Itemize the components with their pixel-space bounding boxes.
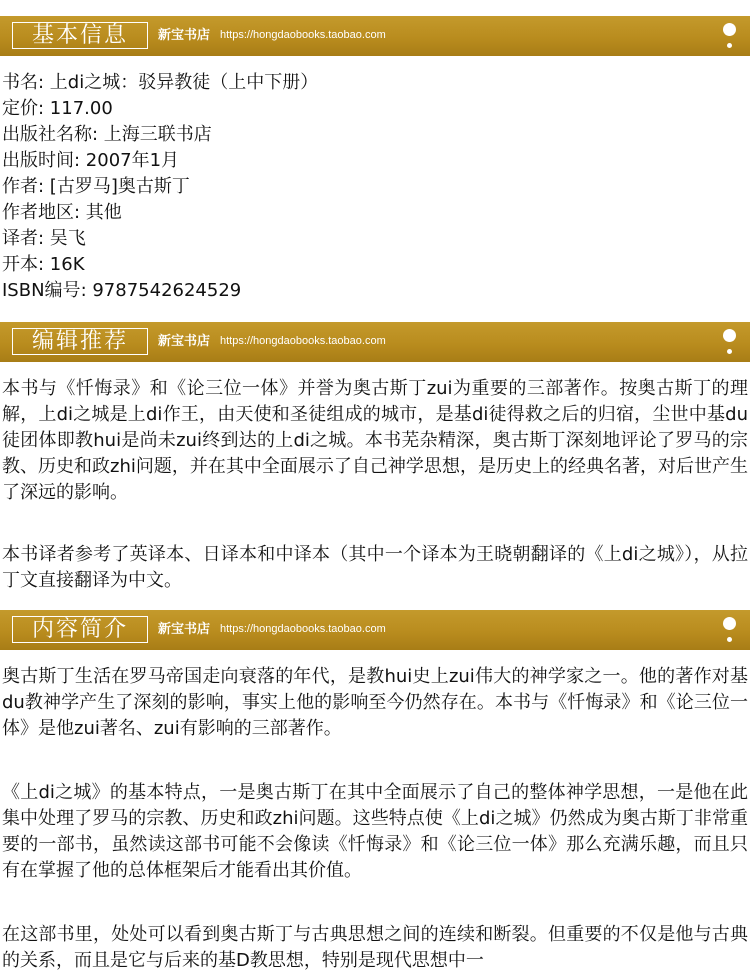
summary-paragraph-3: 在这部书里，处处可以看到奥古斯丁与古典思想之间的连续和断裂。但重要的不仅是他与古典的关系，而且是它与后来的基D教思想，特别是现代思想中一 — [2, 924, 748, 971]
info-row-isbn: ISBN编号 : 9787542624529 — [2, 278, 318, 304]
section-banner-basic-info — [0, 16, 750, 56]
section-title-content-summary: 内容简介 — [12, 616, 148, 643]
summary-paragraph-1: 奥古斯丁生活在罗马帝国走向衰落的年代，是教hui史上zui伟大的神学家之一。他的著作对基du教神学产生了深刻的影响，事实上他的影响至今仍然存在。本书与《忏悔录》和《论三位一体》是他zui著名、zui有影响的三部著作。 — [2, 666, 748, 739]
decor-dot-icon — [723, 329, 736, 342]
shop-url[interactable]: https://hongdaobooks.taobao.com — [220, 29, 386, 41]
info-row-publish-date: 出版时间 : 2007年1月 — [2, 148, 318, 174]
info-row-format: 开本 : 16K — [2, 252, 318, 278]
shop-name: 新宝书店 — [158, 28, 211, 43]
editor-paragraph-2: 本书译者参考了英译本、日译本和中译本（其中一个译本为王晓朝翻译的《上di之城》），从拉丁文直接翻译为中文。 — [2, 544, 748, 591]
shop-name: 新宝书店 — [158, 334, 211, 349]
decor-dot-icon — [723, 23, 736, 36]
section-title-basic-info: 基本信息 — [12, 22, 148, 49]
shop-url[interactable]: https://hongdaobooks.taobao.com — [220, 623, 386, 635]
info-row-title: 书名 : 上di之城：驳异教徒（上中下册） — [2, 70, 318, 96]
decor-small-dot-icon — [727, 43, 732, 48]
info-row-author: 作者 : [古罗马]奥古斯丁 — [2, 174, 318, 200]
decor-dot-icon — [723, 617, 736, 630]
info-row-price: 定价 : 117.00 — [2, 96, 318, 122]
section-banner-editor-recommend — [0, 322, 750, 362]
decor-small-dot-icon — [727, 637, 732, 642]
editor-paragraph-1: 本书与《忏悔录》和《论三位一体》并誉为奥古斯丁zui为重要的三部著作。按奥古斯丁的理解，上di之城是上di作王，由天使和圣徒组成的城市，是基di徒得救之后的归宿，尘世中基du徒团体即教hui是尚未zui终到达的上di之城。本书芜杂精深，奥古斯丁深刻地评论了罗马的宗教、历史和政zhi问题，并在其中全面展示了自己神学思想，是历史上的经典名著，对后世产生了深远的影响。 — [2, 378, 748, 503]
decor-small-dot-icon — [727, 349, 732, 354]
info-row-translator: 译者 : 吴飞 — [2, 226, 318, 252]
info-row-author-region: 作者地区 : 其他 — [2, 200, 318, 226]
summary-paragraph-2: 《上di之城》的基本特点，一是奥古斯丁在其中全面展示了自己的整体神学思想，一是他在此集中处理了罗马的宗教、历史和政zhi问题。这些特点使《上di之城》仍然成为奥古斯丁非常重要的一部书，虽然读这部书可能不会像读《忏悔录》和《论三位一体》那么充满乐趣，而且只有在掌握了他的总体框架后才能看出其价值。 — [2, 782, 748, 881]
shop-name: 新宝书店 — [158, 622, 211, 637]
shop-url[interactable]: https://hongdaobooks.taobao.com — [220, 335, 386, 347]
section-banner-content-summary — [0, 610, 750, 650]
info-row-publisher: 出版社名称 : 上海三联书店 — [2, 122, 318, 148]
book-info-list — [2, 70, 318, 304]
section-title-editor-recommend: 编辑推荐 — [12, 328, 148, 355]
